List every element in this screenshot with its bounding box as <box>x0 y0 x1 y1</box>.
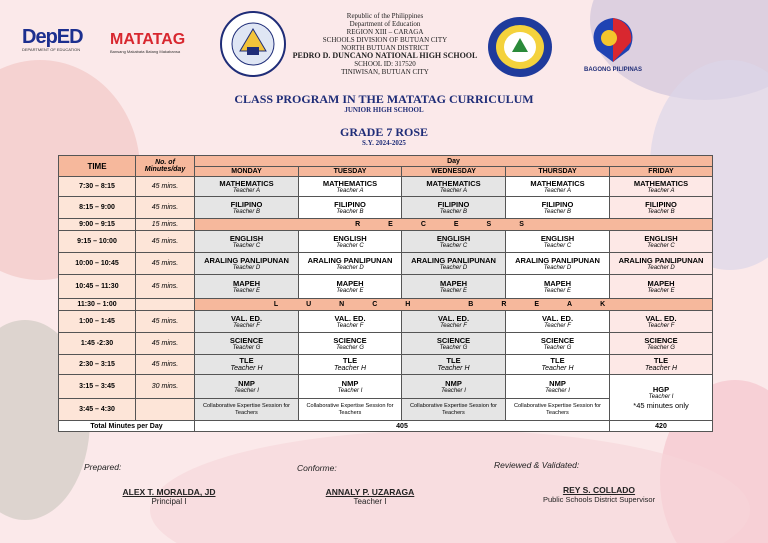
teacher-name: Teacher H <box>333 365 367 372</box>
schedule-cell <box>402 253 506 275</box>
schedule-cell <box>299 197 402 219</box>
subject-name: VAL. ED. <box>541 313 574 323</box>
reviewed-name: REY S. COLLADO <box>562 485 636 495</box>
teacher-name: Teacher I <box>441 387 466 394</box>
minutes-cell: 45 mins. <box>136 355 195 375</box>
teacher-name: Teacher D <box>232 264 261 271</box>
conforme-name: ANNALY P. UZARAGA <box>325 487 415 497</box>
teacher-name: Teacher C <box>232 242 261 249</box>
subject-name: ENGLISH <box>540 233 575 243</box>
subject-name: ENGLISH <box>644 233 678 243</box>
minutes-cell <box>136 299 195 311</box>
teacher-name: Teacher E <box>232 287 261 294</box>
subject-name: MATHEMATICS <box>219 178 274 188</box>
schedule-cell <box>402 399 506 421</box>
schedule-cell <box>402 177 506 197</box>
teacher-name: Teacher G <box>439 344 468 351</box>
minutes-cell <box>136 399 195 421</box>
minutes-cell: 45 mins. <box>136 333 195 355</box>
grade-section: GRADE 7 ROSE <box>339 125 428 139</box>
subject-name: MATHEMATICS <box>530 178 585 188</box>
table-row <box>59 219 713 231</box>
day-friday: FRIDAY <box>610 167 713 177</box>
minutes-cell: 45 mins. <box>136 177 195 197</box>
schedule-cell <box>402 375 506 399</box>
schedule-cell <box>610 231 713 253</box>
subject-name: ARALING PANLIPUNAN <box>204 255 289 265</box>
table-row <box>59 231 713 253</box>
time-cell: 10:45 – 11:30 <box>59 275 136 299</box>
subject-name: FILIPINO <box>541 199 574 209</box>
schedule-cell <box>506 399 610 421</box>
table-row <box>59 333 713 355</box>
minutes-cell: 45 mins. <box>136 231 195 253</box>
day-tuesday: TUESDAY <box>299 167 402 177</box>
schedule-cell <box>195 197 299 219</box>
prepared-label: Prepared: <box>84 462 122 472</box>
minutes-cell: 45 mins. <box>136 253 195 275</box>
schedule-cell <box>402 197 506 219</box>
schedule-cell <box>195 177 299 197</box>
subject-name: ARALING PANLIPUNAN <box>515 255 600 265</box>
subject-name: SCIENCE <box>540 335 575 345</box>
time-header: TIME <box>59 156 136 177</box>
schedule-cell <box>506 355 610 375</box>
subject-name: FILIPINO <box>437 199 470 209</box>
subject-name: NMP <box>445 378 462 388</box>
teacher-name: Teacher B <box>336 208 364 215</box>
teacher-name: Teacher D <box>543 264 572 271</box>
time-cell: 11:30 – 1:00 <box>59 299 136 311</box>
titles <box>0 93 768 147</box>
table-row <box>59 253 713 275</box>
subject-name: SCIENCE <box>333 335 367 345</box>
teacher-name: Teacher A <box>440 187 467 194</box>
teacher-name: Teacher H <box>437 365 470 372</box>
teacher-name: Teacher C <box>647 242 675 249</box>
teacher-name: Teacher I <box>648 394 674 400</box>
schedule-cell <box>299 177 402 197</box>
schedule-cell <box>506 333 610 355</box>
subject-name: MAPEH <box>543 278 572 288</box>
teacher-name: Teacher F <box>336 322 364 329</box>
teacher-name: Teacher I <box>545 387 570 394</box>
collab-session-text: Collaborative Expertise Session for Teachers <box>306 403 394 416</box>
day-thursday: THURSDAY <box>506 167 610 177</box>
schedule-cell <box>506 253 610 275</box>
class-program-table <box>58 155 713 432</box>
prepared-block <box>84 462 254 506</box>
teacher-name: Teacher D <box>336 264 364 271</box>
subject-name: MATHEMATICS <box>426 178 481 188</box>
time-cell: 3:45 – 4:30 <box>59 399 136 421</box>
schedule-cell <box>195 333 299 355</box>
deped-logo: DepED DEPARTMENT OF EDUCATION <box>22 26 83 52</box>
teacher-name: Teacher A <box>647 187 675 194</box>
teacher-name: Teacher B <box>543 208 572 215</box>
subject-name: SCIENCE <box>644 335 678 345</box>
bagong-pilipinas-label: BAGONG PILIPINAS <box>583 67 642 73</box>
day-monday: MONDAY <box>195 167 299 177</box>
school-year: S.Y. 2024-2025 <box>362 139 406 147</box>
total-friday: 420 <box>610 421 713 432</box>
subject-name: MAPEH <box>439 278 468 288</box>
subject-name: TLE <box>550 356 565 365</box>
letterhead-text: Republic of the Philippines Department of Education REGION XIII – CARAGA SCHOOLS DIVISION OF BUTUAN CITY NORTH BUTUAN DISTRICT PEDRO D. DUNCANO NATIONAL HIGH SCHOOL SCHOOL ID: 317520 TINIWISAN, BUTUAN CITY <box>230 12 540 76</box>
conforme-title: Teacher I <box>353 497 387 506</box>
teacher-name: Teacher E <box>336 287 364 294</box>
minutes-cell: 15 mins. <box>136 219 195 231</box>
subject-name: MAPEH <box>232 278 261 288</box>
school-name: PEDRO D. DUNCANO NATIONAL HIGH SCHOOL <box>292 51 478 60</box>
schedule-cell <box>195 355 299 375</box>
time-cell: 1:45 -2:30 <box>59 333 136 355</box>
subject-name: SCIENCE <box>229 335 264 345</box>
schedule-cell <box>610 253 713 275</box>
letterhead <box>0 0 768 92</box>
minutes-cell: 45 mins. <box>136 197 195 219</box>
subject-name: VAL. ED. <box>645 313 677 323</box>
schedule-cell <box>402 311 506 333</box>
schedule-cell <box>299 399 402 421</box>
table-row <box>59 299 713 311</box>
total-row <box>59 421 713 432</box>
schedule-cell <box>506 177 610 197</box>
table-row <box>59 197 713 219</box>
day-wednesday: WEDNESDAY <box>402 167 506 177</box>
time-cell: 9:15 – 10:00 <box>59 231 136 253</box>
schedule-cell <box>299 333 402 355</box>
table-row <box>59 177 713 197</box>
reviewed-label: Reviewed & Validated: <box>494 460 580 470</box>
reviewed-block <box>494 460 694 504</box>
subject-name: VAL. ED. <box>334 313 366 323</box>
subject-name: FILIPINO <box>334 199 366 209</box>
conforme-label: Conforme: <box>297 463 337 473</box>
subject-name: NMP <box>238 378 255 388</box>
recess-band: RECESS <box>195 219 713 231</box>
schedule-cell <box>610 355 713 375</box>
table-row <box>59 275 713 299</box>
teacher-name: Teacher A <box>336 187 364 194</box>
subject-name: MAPEH <box>647 278 675 288</box>
teacher-name: Teacher I <box>234 387 259 394</box>
subject-name: ARALING PANLIPUNAN <box>618 255 704 265</box>
subject-name: ENGLISH <box>436 233 471 243</box>
subject-name: NMP <box>549 378 566 388</box>
teacher-name: Teacher G <box>543 344 572 351</box>
schedule-cell <box>195 253 299 275</box>
minutes-header: No. of Minutes/day <box>136 156 195 177</box>
schedule-cell <box>402 333 506 355</box>
subject-name: ARALING PANLIPUNAN <box>307 255 393 265</box>
teacher-name: Teacher D <box>439 264 468 271</box>
schedule-cell <box>506 375 610 399</box>
table-row <box>59 375 713 399</box>
schedule-cell <box>610 275 713 299</box>
time-cell: 7:30 – 8:15 <box>59 177 136 197</box>
schedule-cell <box>299 275 402 299</box>
matatag-logo: MATATAG Bansang Makabata Batang Makabansa <box>110 31 186 54</box>
teacher-name: Teacher I <box>337 387 363 394</box>
teacher-name: Teacher B <box>439 208 468 215</box>
total-label: Total Minutes per Day <box>59 421 195 432</box>
teacher-name: Teacher G <box>232 344 261 351</box>
program-title: CLASS PROGRAM IN THE MATATAG CURRICULUM <box>234 92 534 106</box>
subject-name: MATHEMATICS <box>322 178 378 188</box>
subject-name: ARALING PANLIPUNAN <box>411 255 496 265</box>
reviewed-title: Public Schools District Supervisor <box>542 495 656 504</box>
schedule-cell <box>610 333 713 355</box>
subject-name: ENGLISH <box>229 233 264 243</box>
schedule-cell <box>610 177 713 197</box>
day-header: Day <box>195 156 713 167</box>
schedule-cell <box>610 197 713 219</box>
subject-name: MATHEMATICS <box>633 178 689 188</box>
teacher-name: Teacher G <box>336 344 364 351</box>
schedule-cell <box>299 375 402 399</box>
conforme-block <box>297 463 457 506</box>
hgp-note: *45 minutes only <box>633 401 689 410</box>
subject-name: TLE <box>653 356 669 365</box>
schedule-cell <box>506 275 610 299</box>
program-subtitle: JUNIOR HIGH SCHOOL <box>344 106 424 114</box>
subject-name: VAL. ED. <box>230 313 263 323</box>
time-cell: 8:15 – 9:00 <box>59 197 136 219</box>
schedule-cell <box>299 231 402 253</box>
collab-session-text: Collaborative Expertise Session for Teachers <box>513 403 602 416</box>
teacher-name: Teacher F <box>544 322 571 329</box>
bagong-pilipinas-logo-icon <box>583 14 643 66</box>
schedule-cell <box>195 311 299 333</box>
schedule-cell <box>402 275 506 299</box>
minutes-cell: 45 mins. <box>136 311 195 333</box>
subject-name: HGP <box>652 385 670 394</box>
subject-name: ENGLISH <box>333 233 367 243</box>
schedule-cell <box>506 311 610 333</box>
time-cell: 2:30 – 3:15 <box>59 355 136 375</box>
teacher-name: Teacher D <box>647 264 675 271</box>
table-row <box>59 355 713 375</box>
teacher-name: Teacher A <box>544 187 571 194</box>
teacher-name: Teacher B <box>232 208 261 215</box>
schedule-cell <box>195 399 299 421</box>
table-row <box>59 311 713 333</box>
school-seal-icon <box>487 16 553 78</box>
lunch-break-band: LUNCH BREAK <box>195 299 713 311</box>
subject-name: TLE <box>239 356 254 365</box>
schedule-cell <box>195 275 299 299</box>
collab-session-text: Collaborative Expertise Session for Teachers <box>202 403 291 416</box>
schedule-cell <box>299 311 402 333</box>
teacher-name: Teacher H <box>230 365 263 372</box>
time-cell: 3:15 – 3:45 <box>59 375 136 399</box>
teacher-name: Teacher C <box>543 242 572 249</box>
teacher-name: Teacher F <box>233 322 260 329</box>
subject-name: TLE <box>446 356 461 365</box>
subject-name: TLE <box>342 356 358 365</box>
teacher-name: Teacher E <box>543 287 572 294</box>
schedule-cell <box>506 231 610 253</box>
total-mon-thu: 405 <box>195 421 610 432</box>
schedule-cell <box>195 375 299 399</box>
schedule-cell <box>299 355 402 375</box>
prepared-title: Principal I <box>151 497 187 506</box>
subject-name: NMP <box>341 378 359 388</box>
collab-session-text: Collaborative Expertise Session for Teachers <box>409 403 498 416</box>
teacher-name: Teacher F <box>647 322 675 329</box>
schedule-cell <box>195 231 299 253</box>
teacher-name: Teacher E <box>647 287 675 294</box>
time-cell: 10:00 – 10:45 <box>59 253 136 275</box>
subject-name: VAL. ED. <box>437 313 470 323</box>
schedule-cell <box>610 311 713 333</box>
subject-name: FILIPINO <box>230 199 263 209</box>
prepared-name: ALEX T. MORALDA, JD <box>122 487 216 497</box>
teacher-name: Teacher C <box>336 242 364 249</box>
subject-name: SCIENCE <box>436 335 471 345</box>
teacher-name: Teacher G <box>647 344 675 351</box>
schedule-cell <box>402 355 506 375</box>
teacher-name: Teacher F <box>440 322 467 329</box>
schedule-cell <box>506 197 610 219</box>
teacher-name: Teacher B <box>647 208 675 215</box>
teacher-name: Teacher A <box>233 187 260 194</box>
subject-name: MAPEH <box>336 278 364 288</box>
time-cell: 1:00 – 1:45 <box>59 311 136 333</box>
schedule-cell <box>299 253 402 275</box>
teacher-name: Teacher H <box>644 365 678 372</box>
time-cell: 9:00 – 9:15 <box>59 219 136 231</box>
minutes-cell: 45 mins. <box>136 275 195 299</box>
schedule-cell <box>402 231 506 253</box>
subject-name: FILIPINO <box>645 199 677 209</box>
minutes-cell: 30 mins. <box>136 375 195 399</box>
teacher-name: Teacher C <box>439 242 468 249</box>
friday-hgp-cell <box>610 375 713 421</box>
teacher-name: Teacher H <box>541 365 574 372</box>
teacher-name: Teacher E <box>439 287 468 294</box>
